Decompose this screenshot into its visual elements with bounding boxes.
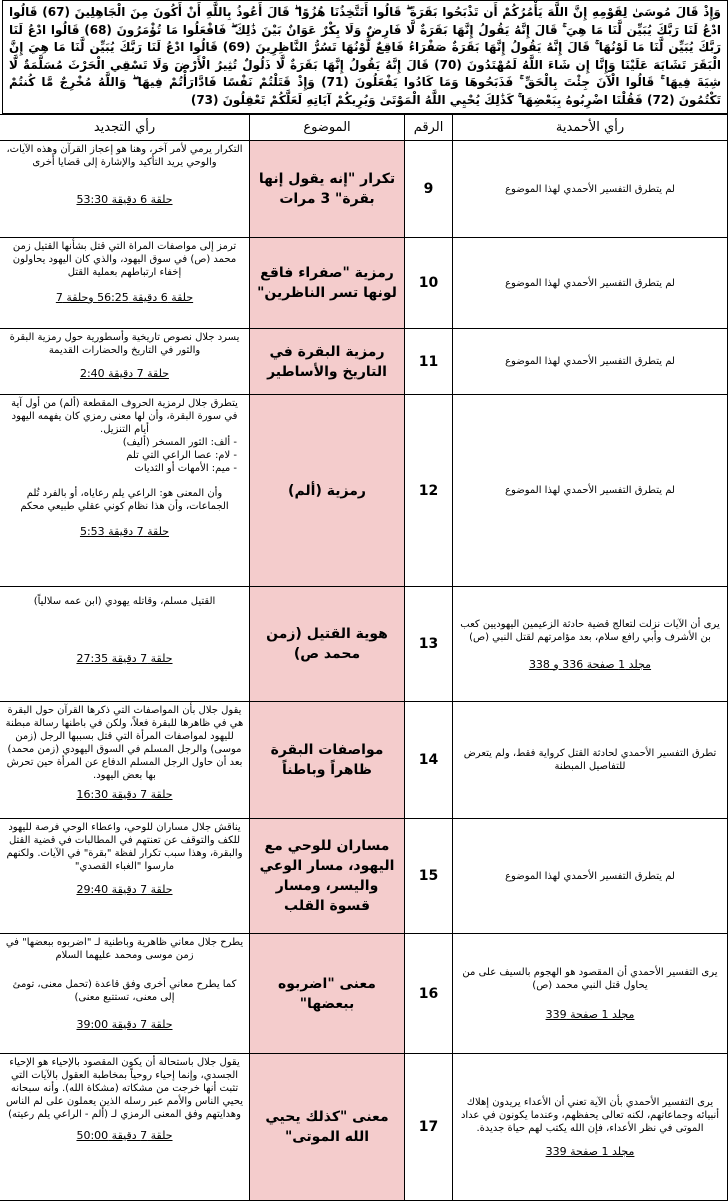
tajdid-text: التكرار يرمي لأمر آخر، وهنا هو إعجاز القرآن وهذه الآيات، والوحي يريد التأكيد والإشارة إلى قضايا أخرى	[6, 144, 243, 168]
ahmadi-text: لم يتطرق التفسير الأحمدي لهذا الموضوع	[505, 277, 675, 289]
row-number: 9	[405, 141, 453, 238]
episode-time: حلقة 7 دقيقة 16:30	[76, 788, 173, 801]
episode-ref	[4, 788, 245, 803]
episode-time: حلقة 7 دقيقة 2:40	[79, 367, 170, 380]
ahmadi-text: لم يتطرق التفسير الأحمدي لهذا الموضوع	[505, 485, 675, 496]
table-row	[0, 238, 728, 329]
tajdid-text: يتطرق جلال لرمزية الحروف المقطعة (ألم) من أول آية في سورة البقرة، وأن لها معنى رمزي كان يفهمه اليهود أيام التنزيل.	[11, 398, 238, 435]
episode-time: حلقة 7 دقيقة 5:53	[79, 525, 170, 538]
topic-cell: مواصفات البقرة ظاهراً وباطناً	[250, 702, 405, 819]
episode-ref	[4, 525, 245, 540]
volume-page: مجلد 1 صفحة 336 و 338	[528, 657, 652, 671]
tajdid-list-item: - لام: عصا الراعي التي تلم	[126, 450, 237, 461]
row-number: 12	[405, 395, 453, 587]
tajdid-cell	[0, 1054, 250, 1201]
comparison-table	[0, 114, 728, 1201]
volume-page: مجلد 1 صفحة 339	[545, 1145, 635, 1158]
ahmadi-cell	[453, 934, 728, 1054]
ahmadi-cell	[453, 141, 728, 238]
table-row	[0, 395, 728, 587]
episode-ref	[4, 367, 245, 382]
topic-cell: رمزية البقرة في التاريخ والأساطير	[250, 329, 405, 395]
table-row	[0, 702, 728, 819]
tajdid-list-item: - ألف: الثور المسخر (أليف)	[122, 437, 237, 448]
row-number: 15	[405, 819, 453, 934]
table-row	[0, 1054, 728, 1201]
tajdid-cell	[0, 395, 250, 587]
ahmadi-text: لم يتطرق التفسير الأحمدي لهذا الموضوع	[505, 870, 675, 882]
tajdid-cell	[0, 934, 250, 1054]
tajdid-cell	[0, 587, 250, 702]
episode-ref	[4, 291, 245, 306]
tajdid-text: يقول جلال باستحالة أن يكون المقصود بالإحياء هو الإحياء الجسدي، وإنما إحياء روحياً بمخاطبة العقول بالآيات التي تثبت أنها خرجت من مشكاته (مشكاة الله). وأنه سبحانه يحيي الناس والأمم عبر رسله الذين يعملون على لم الناس وهدايتهم وفق المعنى الرمزي لـ (ألم - الراعي يلم رعيته)	[5, 1057, 244, 1120]
episode-time: حلقة 7 دقيقة 50:00	[76, 1129, 173, 1142]
header-tajdid: رأي التجديد	[0, 115, 250, 141]
table-row	[0, 934, 728, 1054]
episode-ref	[4, 652, 245, 667]
tajdid-text: يطرح جلال معاني ظاهرية وباطنية لـ "اضربوه ببعضها" في زمن موسى ومحمد عليهما السلام	[5, 937, 244, 961]
episode-ref	[4, 1129, 245, 1144]
table-row	[0, 819, 728, 934]
ahmadi-text: لم يتطرق التفسير الأحمدي لهذا الموضوع	[505, 183, 675, 195]
row-number: 13	[405, 587, 453, 702]
ahmadi-text: تطرق التفسير الأحمدي لحادثة القتل كرواية فقط، ولم يتعرض للتفاصيل المبطنة	[463, 748, 717, 772]
header-num: الرقم	[405, 115, 453, 141]
table-row	[0, 141, 728, 238]
topic-cell: رمزية (ألم)	[250, 395, 405, 587]
tajdid-cell	[0, 238, 250, 329]
row-number: 11	[405, 329, 453, 395]
ahmadi-text: يرى التفسير الأحمدي أن المقصود هو الهجوم بالسيف على من يحاول قتل النبي محمد (ص)	[462, 967, 718, 991]
episode-ref	[4, 883, 245, 898]
episode-time: حلقة 7 دقيقة 39:00	[76, 1018, 173, 1031]
ahmadi-cell	[453, 587, 728, 702]
volume-ref	[457, 1145, 723, 1158]
tajdid-text: القتيل مسلم، وقاتله يهودي (ابن عمه سلالياً)	[33, 596, 216, 607]
header-ahmadi: رأي الأحمدية	[453, 115, 728, 141]
topic-cell: هوية القتيل (زمن محمد ص)	[250, 587, 405, 702]
topic-cell: رمزية "صفراء فاقع لونها تسر الناظرين"	[250, 238, 405, 329]
episode-ref	[4, 193, 245, 208]
ahmadi-cell	[453, 819, 728, 934]
tajdid-text: يناقش جلال مساران للوحي، واعطاء الوحي فرصة لليهود للكف والتوقف عن تعنتهم في المطالبات في قضية القتل والبقرة، وهذا سبب تكرار لفظة "بقرة" في الآيات. ولكنهم مارسوا "الغباء القصدي"	[6, 822, 243, 872]
row-number: 16	[405, 934, 453, 1054]
tajdid-cell	[0, 329, 250, 395]
ahmadi-text: يرى التفسير الأحمدي بأن الآية تعني أن الأعداء يريدون إهلاك أنبيائه وجماعاتهم، لكنه تعالى يحفظهم، وعندما يكونون في عداد الموتى في نظر الأعداء، فإن الله يكتب لهم حياة جديدة.	[460, 1097, 720, 1134]
tajdid-list-item: - ميم: الأمهات أو الثديات	[134, 463, 237, 474]
ahmadi-cell	[453, 329, 728, 395]
table-header-row	[0, 115, 728, 141]
topic-cell: معنى "كذلك يحيي الله الموتى"	[250, 1054, 405, 1201]
ahmadi-cell	[453, 395, 728, 587]
topic-cell: تكرار "إنه يقول إنها بقرة" 3 مرات	[250, 141, 405, 238]
tajdid-text: ترمز إلى مواصفات المراة التي قتل بشأنها القتيل زمن محمد (ص) في سوق اليهود، والذي كان اليهود يحاولون إخفاء ارتباطهم بعملية القتل	[12, 241, 237, 278]
volume-ref	[457, 1008, 723, 1021]
ahmadi-cell	[453, 702, 728, 819]
tajdid-extra: كما يطرح معاني أخرى وفق قاعدة (تحمل معنى، تومئ إلى معنى، تستتبع معنى)	[12, 979, 237, 1003]
header-topic: الموضوع	[250, 115, 405, 141]
ahmadi-text: لم يتطرق التفسير الأحمدي لهذا الموضوع	[505, 356, 675, 367]
tajdid-cell	[0, 141, 250, 238]
tajdid-extra: وأن المعنى هو: الراعي يلم رعاياه، أو بالفرد تُلم الجماعات، وأن هذا نظام كوني عقلي طبيعي محكم	[20, 488, 229, 512]
tajdid-text: يقول جلال بأن المواصفات التي ذكرها القرآن حول البقرة هي في ظاهرها للبقرة فعلاً، ولكن في باطنها رسالة مبطنة لليهود لمواصفات المرأة التي قتل بسببها الرجل (زمن موسى) والرجل المسلم في السوق اليهودي (زمن محمد) بعد أن حاول الرجل المسلم الدفاع عن المرأة حين تحرش بها بعض اليهود.	[5, 705, 244, 781]
episode-time: حلقة 7 دقيقة 29:40	[76, 883, 173, 896]
table-row	[0, 587, 728, 702]
episode-time: حلقة 6 دقيقة 56:25 وحلقة 7	[55, 291, 194, 304]
ahmadi-text: يرى أن الآيات نزلت لتعالج قضية حادثة الزعيمين اليهوديين كعب بن الأشرف وأبي رافع سلام، بعد مؤامرتهم لقتل النبي (ص)	[460, 618, 720, 643]
verses-block: وَإِذْ قَالَ مُوسَىٰ لِقَوْمِهِ إِنَّ اللَّهَ يَأْمُرُكُمْ أَن تَذْبَحُوا بَقَرَةً ۖ قَالُوا أَتَتَّخِذُنَا هُزُوًا ۖ قَالَ أَعُوذُ بِاللَّهِ أَنْ أَكُونَ مِنَ الْجَاهِلِينَ (67) قَالُوا ادْعُ لَنَا رَبَّكَ يُبَيِّن لَّنَا مَا هِيَ ۚ قَالَ إِنَّهُ يَقُولُ إِنَّهَا بَقَرَةٌ لَّا فَارِضٌ وَلَا بِكْرٌ عَوَانٌ بَيْنَ ذَٰلِكَ ۖ فَافْعَلُوا مَا تُؤْمَرُونَ (68) قَالُوا ادْعُ لَنَا رَبَّكَ يُبَيِّن لَّنَا مَا لَوْنُهَا ۚ قَالَ إِنَّهُ يَقُولُ إِنَّهَا بَقَرَةٌ صَفْرَاءُ فَاقِعٌ لَّوْنُهَا تَسُرُّ النَّاظِرِينَ (69) قَالُوا ادْعُ لَنَا رَبَّكَ يُبَيِّن لَّنَا مَا هِيَ إِنَّ الْبَقَرَ تَشَابَهَ عَلَيْنَا وَإِنَّا إِن شَاءَ اللَّهُ لَمُهْتَدُونَ (70) قَالَ إِنَّهُ يَقُولُ إِنَّهَا بَقَرَةٌ لَّا ذَلُولٌ تُثِيرُ الْأَرْضَ وَلَا تَسْقِي الْحَرْثَ مُسَلَّمَةٌ لَّا شِيَةَ فِيهَا ۚ قَالُوا الْآنَ جِئْتَ بِالْحَقِّ ۚ فَذَبَحُوهَا وَمَا كَادُوا يَفْعَلُونَ (71) وَإِذْ قَتَلْتُمْ نَفْسًا فَادَّارَأْتُمْ فِيهَا ۖ وَاللَّهُ مُخْرِجٌ مَّا كُنتُمْ تَكْتُمُونَ (72) فَقُلْنَا اضْرِبُوهُ بِبَعْضِهَا ۚ كَذَٰلِكَ يُحْيِي اللَّهُ الْمَوْتَىٰ وَيُرِيكُمْ آيَاتِهِ لَعَلَّكُمْ تَعْقِلُونَ (73)	[2, 0, 728, 114]
tajdid-cell	[0, 819, 250, 934]
tajdid-text: يسرد جلال نصوص تاريخية وأسطورية حول رمزية البقرة والثور في التاريخ والحضارات القديمة	[9, 332, 240, 356]
ahmadi-cell	[453, 238, 728, 329]
episode-ref	[4, 1018, 245, 1033]
row-number: 14	[405, 702, 453, 819]
row-number: 10	[405, 238, 453, 329]
volume-page: مجلد 1 صفحة 339	[545, 1008, 635, 1021]
episode-time: حلقة 6 دقيقة 53:30	[76, 193, 173, 206]
topic-cell: مساران للوحي مع اليهود، مسار الوعي واليسر، ومسار قسوة القلب	[250, 819, 405, 934]
ahmadi-cell	[453, 1054, 728, 1201]
volume-ref	[457, 658, 723, 671]
episode-time: حلقة 7 دقيقة 27:35	[76, 652, 173, 665]
table-row	[0, 329, 728, 395]
tajdid-cell	[0, 702, 250, 819]
row-number: 17	[405, 1054, 453, 1201]
topic-cell: معنى "اضربوه ببعضها"	[250, 934, 405, 1054]
